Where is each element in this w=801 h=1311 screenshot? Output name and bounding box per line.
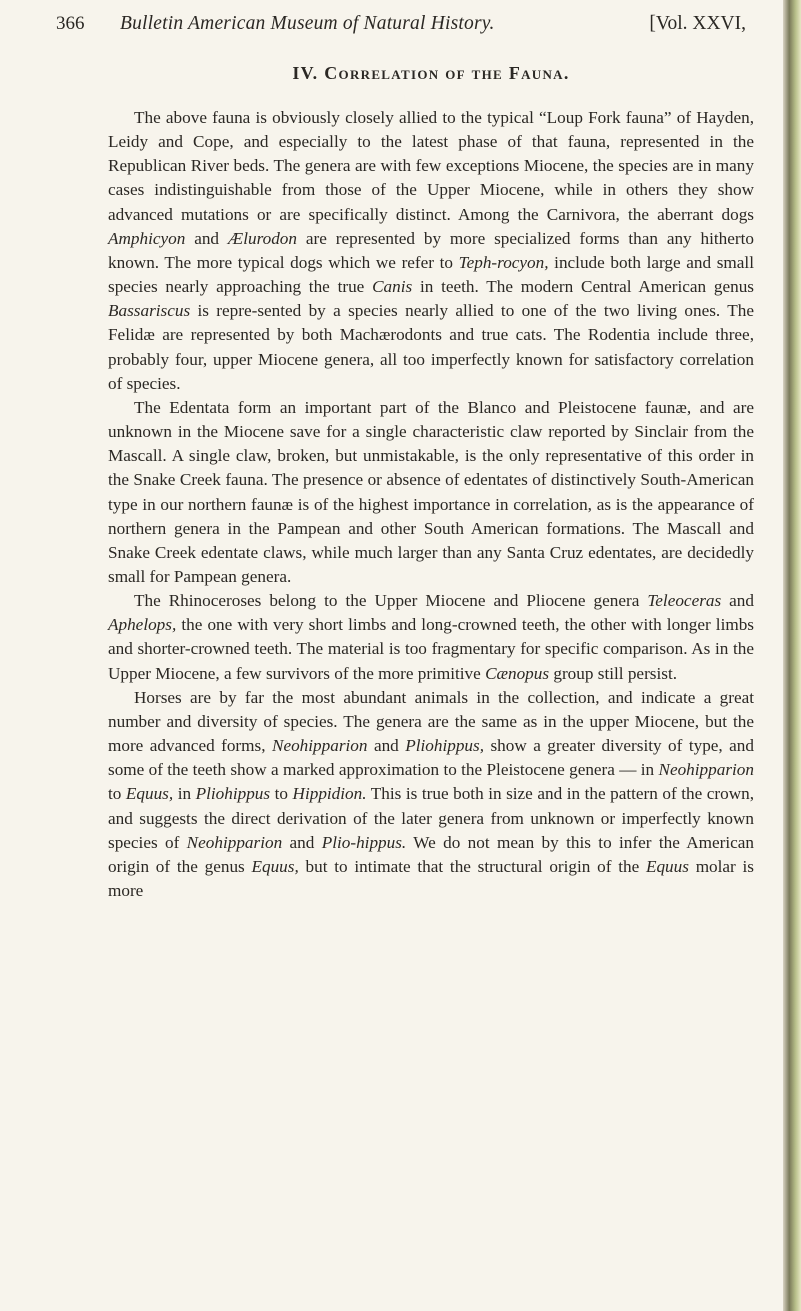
italic-term: Equus, xyxy=(251,856,299,876)
text-run: include both large and small species nearly approaching the true xyxy=(108,252,754,297)
text-run: and xyxy=(367,736,406,756)
italic-term: Pliohippus xyxy=(195,784,271,804)
italic-term: Aphelops, xyxy=(108,615,177,635)
text-run: Horses are by far the most abundant animals in the collection, and indicate a great number and diversity of species. The genera are the same as in the upper Miocene, but the more advanced forms, xyxy=(108,687,754,756)
page-number: 366 xyxy=(56,13,85,34)
text-run: is repre-sented by a species nearly allied to one of the two living ones. The Felidæ are represented by both Machærodonts and true cats. The Rodentia include three, probably four, upper Miocene genera, all too imperfectly known for satisfactory correlation of species. xyxy=(108,301,754,393)
text-run: The Edentata form an important part of the Blanco and Pleistocene faunæ, and are unknown in the Miocene save for a single characteristic claw reported by Sinclair from the Mascall. A single claw, broken, but unmistakable, is the only representative of this order in the Snake Creek fauna. The presence or absence of edentates of distinctively South-American type in our northern faunæ is of the highest importance in correlation, as is the appearance of northern genera in the Pampean and other South American formations. The Mascall and Snake Creek edentate claws, while much larger than any Santa Cruz edentates, are decidedly small for Pampean genera. xyxy=(108,397,754,586)
italic-term: Ælurodon xyxy=(227,228,297,248)
italic-term: Teph-rocyon, xyxy=(458,252,549,272)
italic-term: Equus, xyxy=(125,784,174,804)
text-run: The above fauna is obviously closely allied to the typical “Loup Fork fauna” of Hayden, Leidy and Cope, and especially to the latest phase of that fauna, represented in the Republican River beds. The genera are with few exceptions Miocene, the species are in many cases indistinguishable from those of the Upper Miocene, while in others they show advanced mutations or are specifically distinct. Among the Carnivora, the aberrant dogs xyxy=(108,108,754,224)
text-run: in xyxy=(173,784,196,804)
italic-term: Hippidion. xyxy=(292,784,367,804)
text-run: to xyxy=(270,784,293,804)
text-run: We do not mean by this to infer the American origin of the genus xyxy=(108,832,754,876)
paragraph xyxy=(108,686,754,903)
text-run: and xyxy=(185,228,228,248)
text-run: molar is more xyxy=(108,856,754,900)
italic-term: Canis xyxy=(372,277,413,297)
scan-edge xyxy=(783,0,801,1311)
running-head xyxy=(56,13,754,63)
italic-term: Teleoceras xyxy=(647,591,722,611)
section-numeral: IV. xyxy=(292,63,319,83)
journal-title: Bulletin American Museum of Natural History. xyxy=(120,13,495,34)
section-heading xyxy=(108,63,754,84)
text-run: and xyxy=(721,591,754,611)
section-title: Correlation of the Fauna. xyxy=(324,63,570,83)
volume-label: [Vol. XXVI, xyxy=(649,13,746,34)
document-page xyxy=(56,0,754,903)
paragraph xyxy=(108,396,754,589)
text-run: in teeth. The modern Central American genus xyxy=(412,277,754,297)
text-run: the one with very short limbs and long-crowned teeth, the other with longer limbs and shorter-crowned teeth. The material is too fragmentary for specific comparison. As in the Upper Miocene, a few survivors of the more primitive xyxy=(108,615,754,683)
text-run: and xyxy=(282,832,322,852)
text-run: The Rhinoceroses belong to the Upper Miocene and Pliocene genera xyxy=(134,591,648,611)
body-text xyxy=(108,106,754,903)
italic-term: Cænopus xyxy=(485,663,550,683)
text-run: are represented by more specialized forms than any hitherto known. The more typical dogs which we refer to xyxy=(108,228,754,272)
italic-term: Pliohippus, xyxy=(405,736,484,756)
text-run: group still persist. xyxy=(549,663,678,683)
text-run: but to intimate that the structural origin of the xyxy=(298,856,646,876)
italic-term: Equus xyxy=(645,856,689,876)
italic-term: Neohipparion xyxy=(186,832,283,852)
paragraph xyxy=(108,106,754,396)
text-run: This is true both in size and in the pattern of the crown, and suggests the direct derivation of the later genera from unknown or imperfectly known species of xyxy=(108,784,754,852)
italic-term: Amphicyon xyxy=(108,228,186,248)
text-run: show a greater diversity of type, and some of the teeth show a marked approximation to the Pleistocene genera — in xyxy=(108,736,754,780)
paragraph xyxy=(108,589,754,686)
italic-term: Bassariscus xyxy=(108,301,191,321)
italic-term: Plio-hippus. xyxy=(321,832,407,852)
italic-term: Neohipparion xyxy=(271,736,368,756)
text-run: to xyxy=(108,784,126,804)
italic-term: Neohipparion xyxy=(658,760,754,780)
